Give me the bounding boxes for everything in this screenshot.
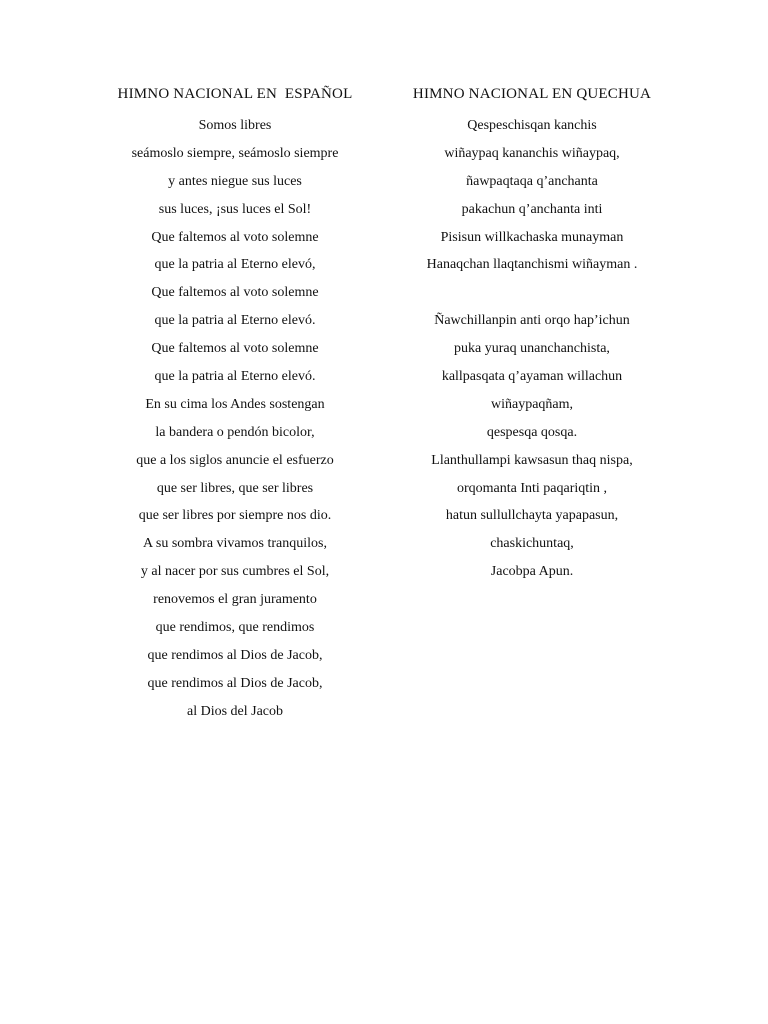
- verse-line: ñawpaqtaqa q’anchanta: [466, 173, 598, 189]
- verse-line: que ser libres, que ser libres: [156, 480, 314, 496]
- verse-line: Jacobpa Apun.: [490, 564, 574, 580]
- verse-line: Hanaqchan llaqtanchismi wiñayman .: [426, 257, 638, 273]
- verse-line: seámoslo siempre, seámoslo siempre: [131, 145, 339, 161]
- verse-line: que rendimos, que rendimos: [155, 620, 315, 636]
- verse-line: qespesqa qosqa.: [486, 424, 578, 440]
- verse-line: que la patria al Eterno elevó.: [154, 369, 316, 385]
- verse-line: orqomanta Inti paqariqtin ,: [456, 480, 608, 496]
- quechua-anthem-column: [386, 84, 678, 586]
- spanish-anthem-verses: [90, 112, 380, 726]
- verse-line: Que faltemos al voto solemne: [151, 285, 319, 301]
- verse-line: que la patria al Eterno elevó.: [154, 313, 316, 329]
- verse-line: wiñaypaqñam,: [490, 396, 574, 412]
- quechua-anthem-title: HIMNO NACIONAL EN QUECHUA: [412, 86, 652, 102]
- verse-line: al Dios del Jacob: [186, 703, 284, 719]
- verse-line: que ser libres por siempre nos dio.: [138, 508, 332, 524]
- verse-line: que rendimos al Dios de Jacob,: [147, 675, 323, 691]
- verse-line: y antes niegue sus luces: [168, 173, 302, 189]
- verse-line: que a los siglos anuncie el esfuerzo: [136, 452, 334, 468]
- verse-line: Llanthullampi kawsasun thaq nispa,: [431, 452, 633, 468]
- verse-line: Ñawchillanpin anti orqo hap’ichun: [434, 313, 630, 329]
- verse-line: Que faltemos al voto solemne: [151, 341, 319, 357]
- verse-line: Somos libres: [198, 118, 272, 133]
- verse-line: sus luces, ¡sus luces el Sol!: [158, 201, 312, 217]
- spanish-anthem-title: HIMNO NACIONAL EN ESPAÑOL: [117, 86, 353, 102]
- verse-line: A su sombra vivamos tranquilos,: [143, 536, 327, 552]
- verse-line: Que faltemos al voto solemne: [151, 229, 319, 245]
- stanza-break: [386, 279, 678, 307]
- verse-line: hatun sullullchayta yapapasun,: [445, 508, 619, 524]
- quechua-anthem-verses: [386, 112, 678, 586]
- verse-line: que la patria al Eterno elevó,: [154, 257, 316, 273]
- verse-line: renovemos el gran juramento: [153, 592, 317, 608]
- verse-line: En su cima los Andes sostengan: [145, 396, 325, 412]
- verse-line: que rendimos al Dios de Jacob,: [147, 647, 323, 663]
- spanish-anthem-column: [90, 84, 380, 726]
- verse-line: Pisisun willkachaska munayman: [440, 229, 624, 245]
- verse-line: pakachun q’anchanta inti: [461, 201, 603, 217]
- verse-line: y al nacer por sus cumbres el Sol,: [140, 564, 330, 580]
- verse-line: Qespeschisqan kanchis: [467, 118, 597, 133]
- verse-line: wiñaypaq kananchis wiñaypaq,: [444, 145, 620, 161]
- verse-line: puka yuraq unanchanchista,: [454, 341, 610, 357]
- verse-line: la bandera o pendón bicolor,: [155, 424, 315, 440]
- verse-line: kallpasqata q’ayaman willachun: [441, 369, 623, 385]
- verse-line: chaskichuntaq,: [490, 536, 574, 552]
